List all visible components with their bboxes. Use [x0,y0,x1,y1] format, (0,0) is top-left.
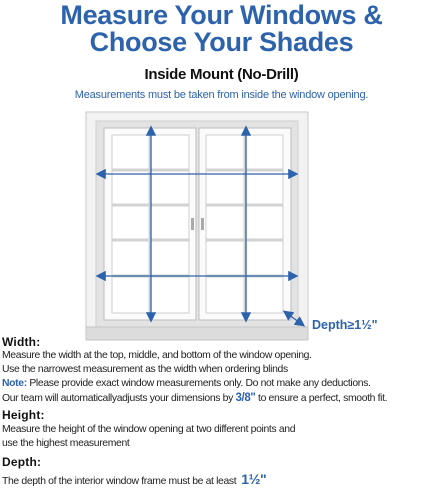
window-handle-right [201,218,204,230]
window-handle-left [191,218,194,230]
title-line-1: Measure Your Windows & [60,0,383,30]
mount-type-title: Inside Mount (No-Drill) [144,66,299,83]
depth-value: 1½" [241,471,267,487]
title-line-2: Choose Your Shades [89,27,354,57]
width-note [2,378,371,389]
adjust-text-pre: Our team will automaticallyadjusts your dimensions by [2,393,236,404]
depth-text: The depth of the interior window frame must be at least [2,476,237,487]
height-heading: Height: [2,408,45,422]
depth-line [2,471,266,487]
height-line-1: Measure the height of the window opening at two different points and [2,424,296,435]
height-line-2: use the highest measurement [2,438,130,449]
adjust-text-post: to ensure a perfect, smooth fit. [255,393,388,404]
note-label: Note: [2,378,27,389]
width-line-4 [2,392,387,404]
adjust-value: 3/8" [235,392,256,404]
depth-heading: Depth: [2,455,42,469]
width-line-2: Use the narrowest measurement as the width when ordering blinds [2,364,288,375]
left-sash [104,128,196,320]
mount-intro-text: Measurements must be taken from inside the window opening. [74,89,369,101]
page-title [0,2,443,56]
window-outer-frame [86,112,308,340]
width-line-1: Measure the width at the top, middle, and bottom of the window opening. [2,350,312,361]
right-sash [199,128,291,320]
note-text: Please provide exact window measurements only. Do not make any deductions. [26,378,371,389]
width-heading: Width: [2,335,41,349]
depth-arrow [285,312,303,325]
depth-label: Depth≥1½" [312,318,378,332]
